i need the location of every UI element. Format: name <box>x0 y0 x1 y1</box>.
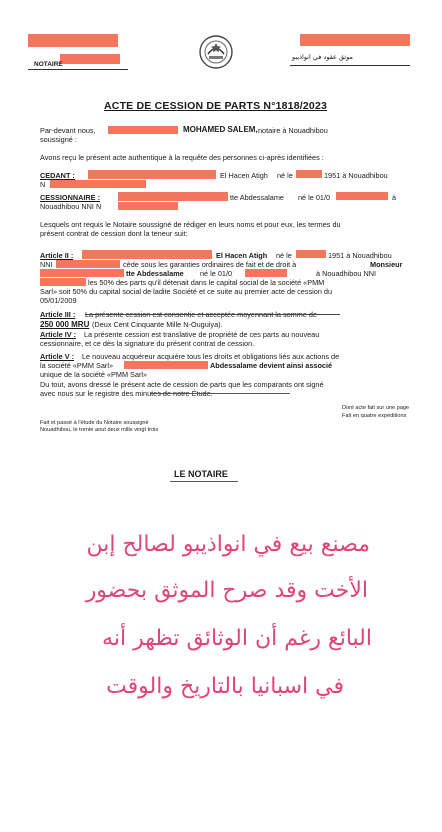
article2-label: Article II : <box>40 251 74 260</box>
caption-line2: الأخت وقد صرح الموثق بحضور <box>85 578 368 603</box>
article2-l3-mid: tte Abdessalame <box>126 269 184 278</box>
article2-l1-tail: 1951 à Nouadhibou <box>328 251 392 260</box>
footnote-right2: Fait en quatre expéditions <box>342 413 407 419</box>
header-divider-right <box>290 65 410 66</box>
cessionnaire-place: à <box>392 193 397 202</box>
signature-label: LE NOTAIRE <box>174 469 228 479</box>
strike-line-closing <box>150 393 290 394</box>
article5-label: Article V : <box>40 352 75 361</box>
redaction-header-right <box>300 34 410 46</box>
redaction-cedant-nni <box>50 180 146 188</box>
cedant-name-tail: El Hacen Atigh <box>220 171 268 180</box>
strike-line-a3 <box>85 314 340 315</box>
redaction-cedant-name <box>88 170 216 179</box>
header-right-office: موثق عقود في انواذيبو <box>292 53 354 61</box>
article5-l1: Le nouveau acquéreur acquière tous les droits et obligations liés aux actions de <box>82 352 340 361</box>
intro-line3: Avons reçu le présent acte authentique à la requête des personnes ci-après identifiées : <box>40 153 324 162</box>
redaction-cessionnaire-name <box>118 192 228 201</box>
article3-label: Article III : <box>40 310 76 319</box>
cedant-line2: N <box>40 180 46 189</box>
article2-l1-born: né le <box>276 251 292 260</box>
intro-line2: soussigné : <box>40 135 77 144</box>
footnote-left2: Nouadhibou, le trente aout deux mille vingt trois <box>40 427 159 433</box>
redaction-header-left-2 <box>60 54 120 64</box>
article2-l6: 05/01/2009 <box>40 296 77 305</box>
cessionnaire-line2: Nouadhibou NNI N <box>40 202 102 211</box>
article5-l3: unique de la société «PMM Sarl» <box>40 370 148 379</box>
document-title: ACTE DE CESSION DE PARTS N°1818/2023 <box>104 100 328 112</box>
redaction-a2-name <box>82 250 212 259</box>
redaction-a2-nni <box>56 260 120 268</box>
closing-line2: avec nous sur le registre des minutes de notre Étude. <box>40 389 213 398</box>
article3-amount: 250 000 MRU <box>40 320 90 329</box>
cessionnaire-born: né le 01/0 <box>298 193 331 202</box>
redaction-a2-buyer-nni <box>40 278 86 286</box>
article2-l2-head: NNI <box>40 260 53 269</box>
cessionnaire-label: CESSIONNAIRE : <box>40 193 101 202</box>
redaction-cessionnaire-dob <box>336 192 388 200</box>
header-left-office: NOTAIRE <box>34 61 63 68</box>
article2-l3-born: né le 01/0 <box>200 269 233 278</box>
caption-line3: البائع رغم أن الوثائق تظهر أنه <box>102 626 372 651</box>
footnote-left1: Fait et passé à l'étude du Notaire soussigné <box>40 420 149 426</box>
article4-label: Article IV : <box>40 330 77 339</box>
redaction-cessionnaire-nni <box>118 202 178 210</box>
intro-line1-b: MOHAMED SALEM, <box>183 125 258 134</box>
article4-l1: La présente cession est translative de propriété de ces parts au nouveau <box>84 330 320 339</box>
article2-l1-name: El Hacen Atigh <box>216 251 268 260</box>
article2-l4: les 50% des parts qu'il détenait dans le capital social de la société «PMM <box>88 278 325 287</box>
closing-line1: Du tout, avons dressé le présent acte de cession de parts que les comparants ont signé <box>40 380 324 389</box>
article2-l3-tail: à Nouadhibou NNI <box>316 269 377 278</box>
cedant-label: CEDANT : <box>40 171 75 180</box>
caption-line1: مصنع بيع في انواذيبو لصالح إبن <box>86 532 370 557</box>
redaction-a2-dob <box>296 250 326 258</box>
article5-l2a: la société «PMM Sarl» <box>40 361 113 370</box>
signature-divider <box>170 481 238 482</box>
redaction-cedant-dob <box>296 170 322 178</box>
cessionnaire-name-tail: tte Abdessalame <box>230 193 284 202</box>
article5-l2b: Abdessalame devient ainsi associé <box>210 361 333 370</box>
prelude-line2: présent contrat de cession dont la teneur suit: <box>40 229 188 238</box>
seal-emblem-icon <box>198 34 234 70</box>
cedant-born: né le <box>277 171 293 180</box>
redaction-a2-buyer <box>40 269 124 277</box>
article4-l2: cessionnaire, et ce dès la signature du présent contrat de cession. <box>40 339 255 348</box>
redaction-a5-name <box>124 361 208 369</box>
cedant-year: 1951 à Nouadhibou <box>324 171 388 180</box>
redaction-header-left <box>28 34 118 47</box>
caption-line4: في اسبانيا بالتاريخ والوقت <box>106 674 344 699</box>
intro-line1-c: notaire à Nouadhibou <box>258 126 328 135</box>
prelude-line1: Lesquels ont requis le Notaire soussigné de rédiger en leurs noms et pour eux, les termes du <box>40 220 341 229</box>
intro-line1-a: Par-devant nous, <box>40 126 96 135</box>
article3-l1: La présente cession est consentie et acceptée moyennant la somme de <box>85 310 318 319</box>
article3-l2: (Deux Cent Cinquante Mille N-Ouguiya). <box>92 320 223 329</box>
article2-l2-tail: Monsieur <box>370 260 403 269</box>
header-divider-left <box>28 69 128 70</box>
redaction-notary-name <box>108 126 178 134</box>
article2-l5: Sarl» soit 50% du capital social de ladite Société et ce suite au premier acte de cession du <box>40 287 333 296</box>
article2-l2-mid: cède sous les garanties ordinaires de fait et de droit à <box>123 260 297 269</box>
footnote-right1: Dont acte fait sur une page <box>342 405 410 411</box>
redaction-a2-buyer-dob <box>245 269 287 277</box>
